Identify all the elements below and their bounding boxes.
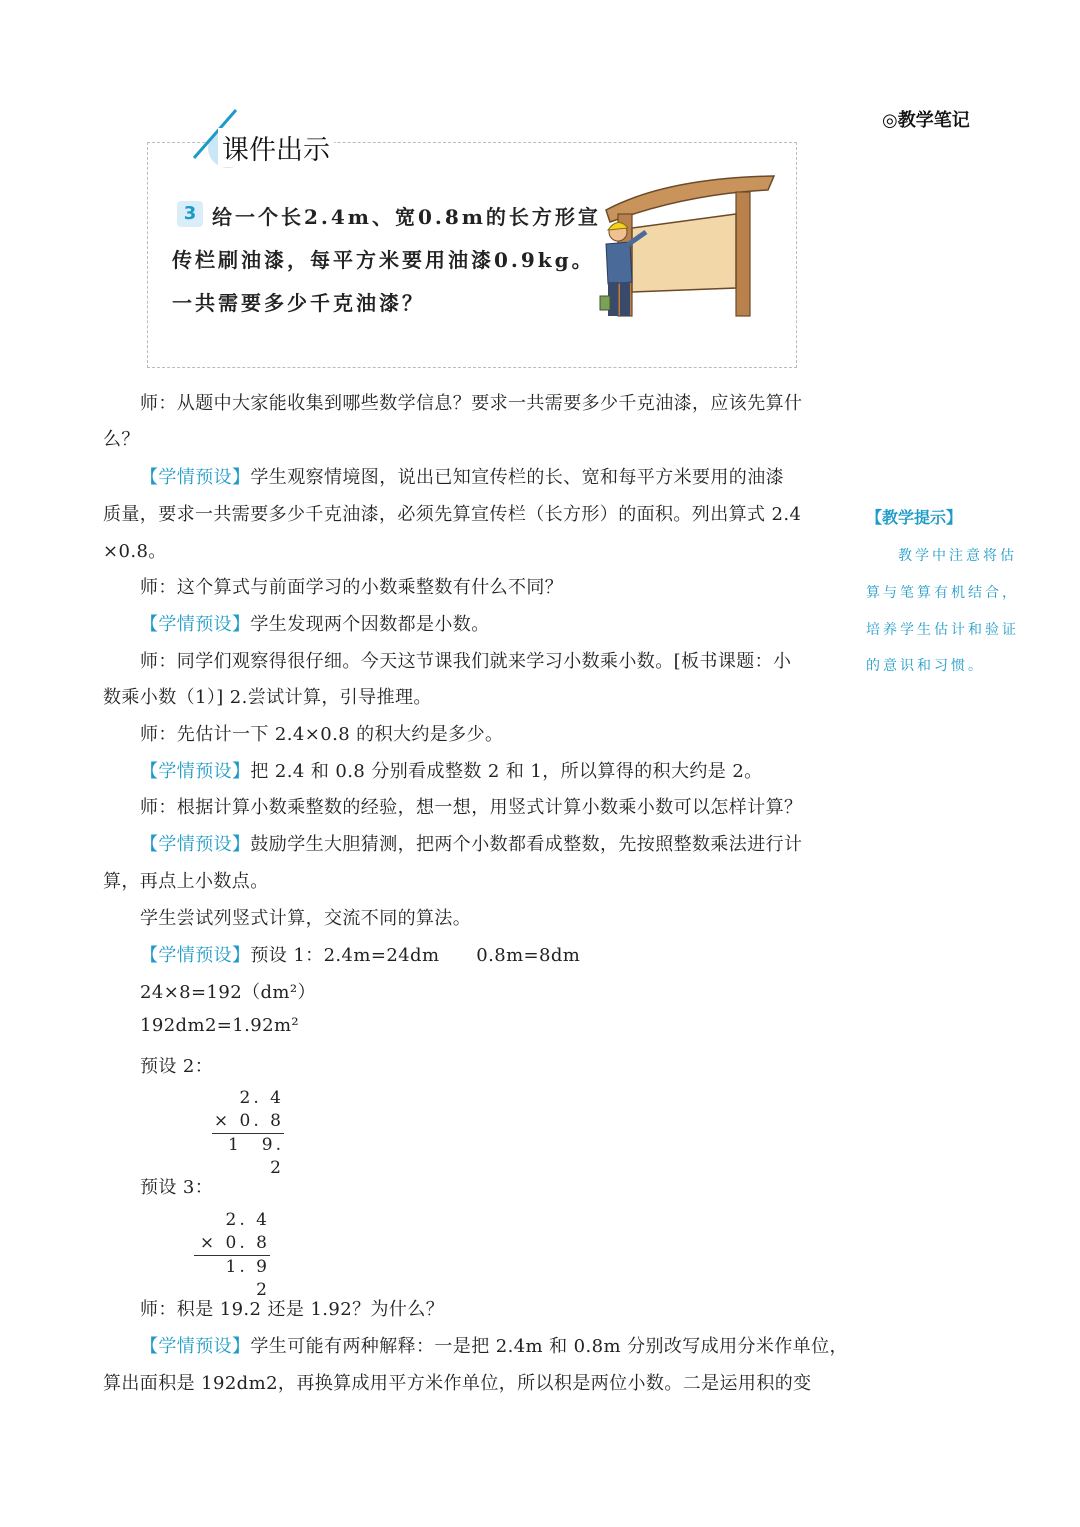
paragraph-line: 算，再点上小数点。: [103, 871, 269, 892]
paragraph-line: 【学情预设】把 2.4 和 0.8 分别看成整数 2 和 1，所以算得的积大约是 2。: [140, 761, 763, 782]
vertical-calculation-1: [212, 1087, 284, 1178]
paragraph-line: 数乘小数（1）] 2.尝试计算，引导推理。: [103, 687, 432, 708]
paragraph-line: 师：这个算式与前面学习的小数乘整数有什么不同？: [140, 577, 564, 598]
paragraph-line: 【学情预设】学生可能有两种解释：一是把 2.4m 和 0.8m 分别改写成用分米作单位，: [140, 1336, 848, 1357]
calc-result: 1. 9 2: [225, 1257, 290, 1300]
calc-multiplier: × 0. 8: [213, 1111, 284, 1131]
paragraph-line: 算出面积是 192dm2，再换算成用平方米作单位，所以积是两位小数。二是运用积的变: [103, 1373, 812, 1394]
paragraph-line: 师：同学们观察得很仔细。今天这节课我们就来学习小数乘小数。[板书课题：小: [140, 651, 792, 672]
paragraph-line: ×0.8。: [103, 541, 167, 562]
paragraph-line: 么？: [103, 429, 140, 450]
paragraph-line: 质量，要求一共需要多少千克油漆，必须先算宣传栏（长方形）的面积。列出算式 2.4: [103, 504, 802, 525]
paragraph-line: 【学情预设】学生发现两个因数都是小数。: [140, 614, 490, 635]
paragraph-line: 【学情预设】鼓励学生大胆猜测，把两个小数都看成整数，先按照整数乘法进行计: [140, 834, 803, 855]
paragraph-line: 师：积是 19.2 还是 1.92？为什么？: [140, 1299, 445, 1320]
paragraph-line: 【学情预设】预设 1：2.4m=24dm 0.8m=8dm: [140, 945, 581, 966]
teaching-tips-tag: 【教学提示】: [866, 508, 963, 527]
calc-multiplicand: 2. 4: [225, 1210, 270, 1230]
paragraph-line: 预设 2：: [140, 1056, 214, 1077]
paragraph-line: 192dm2=1.92m²: [140, 1015, 300, 1036]
paragraph-line: 师：根据计算小数乘整数的经验，想一想，用竖式计算小数乘小数可以怎样计算？: [140, 797, 803, 818]
vertical-calculation-2: [194, 1209, 290, 1300]
teaching-tip-line: 的意识和习惯。: [866, 658, 985, 674]
paragraph-line: 24×8=192（dm²）: [140, 982, 316, 1003]
problem-number-badge: 3: [177, 201, 203, 227]
bulletin-board-illustration: [596, 170, 780, 318]
preset-tag: 【学情预设】: [140, 614, 251, 635]
calc-result: 1 9. 2: [227, 1135, 284, 1178]
paragraph-line: 师：从题中大家能收集到哪些数学信息？要求一共需要多少千克油漆，应该先算什: [140, 393, 803, 414]
paragraph-line: 【学情预设】学生观察情境图，说出已知宣传栏的长、宽和每平方米要用的油漆: [140, 467, 785, 488]
preset-tag: 【学情预设】: [140, 945, 251, 966]
courseware-title: 课件出示: [218, 128, 334, 167]
teaching-tip-line: 算与笔算有机结合，: [866, 585, 1019, 601]
preset-tag: 【学情预设】: [140, 467, 251, 488]
calc-multiplicand: 2. 4: [239, 1088, 284, 1108]
problem-text-line: 一共需要多少千克油漆？: [172, 291, 425, 315]
preset-tag: 【学情预设】: [140, 761, 251, 782]
preset-tag: 【学情预设】: [140, 834, 251, 855]
teaching-tip-line: 教学中注意将估: [898, 548, 1017, 564]
paragraph-line: 师：先估计一下 2.4×0.8 的积大约是多少。: [140, 724, 504, 745]
problem-text-line: 传栏刷油漆，每平方米要用油漆0.9kg。: [172, 248, 595, 272]
calc-multiplier: × 0. 8: [199, 1233, 270, 1253]
paragraph-line: 学生尝试列竖式计算，交流不同的算法。: [140, 908, 472, 929]
teaching-tip-line: 培养学生估计和验证: [866, 622, 1019, 638]
paragraph-line: 预设 3：: [140, 1177, 214, 1198]
preset-tag: 【学情预设】: [140, 1336, 251, 1357]
notes-title: ◎教学笔记: [882, 110, 970, 131]
problem-text-line: 给一个长2.4m、宽0.8m的长方形宣: [212, 205, 601, 229]
